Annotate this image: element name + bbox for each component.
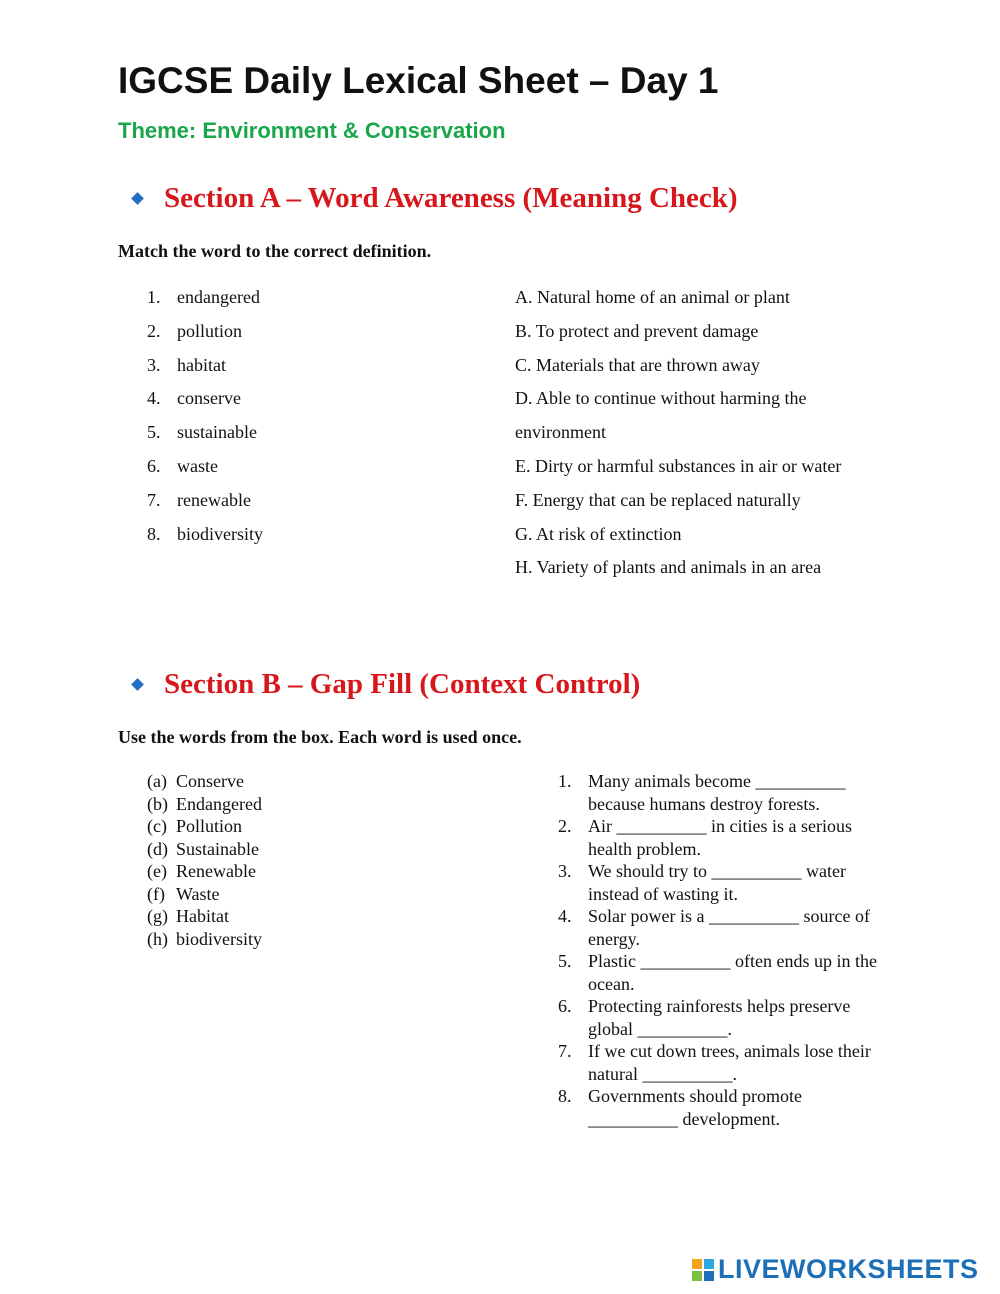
box-word-item [147, 928, 262, 951]
section-b-instruction: Use the words from the box. Each word is used once. [118, 727, 522, 747]
sentence-text: Protecting rainforests helps preserve global __________. [588, 996, 851, 1039]
gap-fill-sentences [558, 770, 888, 1130]
box-word-label: (g) [147, 906, 168, 926]
sentence-text: Solar power is a __________ source of energy. [588, 906, 870, 949]
liveworksheets-logo [692, 1254, 979, 1285]
word-text: pollution [177, 320, 243, 341]
sentence-number: 8. [558, 1086, 572, 1106]
word-item [147, 521, 263, 555]
word-number: 7. [147, 489, 161, 510]
theme-subtitle: Theme: Environment & Conservation [118, 118, 506, 143]
word-item [147, 352, 263, 386]
section-a-header [130, 182, 738, 215]
definition-item: D. Able to continue without harming the [515, 388, 807, 409]
diamond-bullet-icon [131, 678, 144, 691]
word-number: 2. [147, 320, 161, 341]
definition-item: F. Energy that can be replaced naturally [515, 489, 801, 510]
box-word-text: Pollution [176, 816, 243, 836]
word-item [147, 419, 263, 453]
gap-sentence [558, 815, 888, 860]
box-word-text: biodiversity [176, 928, 262, 949]
box-word-item [147, 793, 262, 816]
sentence-number: 5. [558, 951, 572, 971]
box-word-text: Conserve [176, 771, 244, 791]
definition-item: E. Dirty or harmful substances in air or water [515, 455, 842, 476]
word-text: habitat [177, 354, 226, 375]
section-a-title: Section A – Word Awareness (Meaning Check) [164, 182, 738, 214]
definition-list [515, 284, 841, 588]
section-b-header [130, 668, 640, 701]
definition-item: B. To protect and prevent damage [515, 320, 759, 341]
sentence-number: 1. [558, 771, 572, 791]
word-text: renewable [177, 489, 251, 510]
box-word-label: (e) [147, 861, 167, 881]
box-word-item [147, 815, 262, 838]
sentence-text: We should try to __________ water instead of wasting it. [588, 861, 847, 904]
gap-sentence [558, 1085, 888, 1130]
box-word-text: Sustainable [176, 838, 259, 859]
sentence-text: Air __________ in cities is a serious health problem. [588, 816, 852, 859]
word-number: 1. [147, 287, 161, 307]
sentence-text: Plastic __________ often ends up in the ocean. [588, 951, 877, 994]
word-list [147, 284, 263, 554]
word-box [147, 770, 262, 950]
box-word-label: (d) [147, 838, 168, 859]
sentence-number: 2. [558, 816, 572, 836]
box-word-item [147, 860, 262, 883]
word-text: sustainable [177, 422, 257, 443]
box-word-label: (a) [147, 771, 167, 791]
word-item [147, 453, 263, 487]
box-word-text: Habitat [176, 906, 229, 926]
sentence-text: If we cut down trees, animals lose their natural __________. [588, 1041, 871, 1084]
sentence-number: 3. [558, 861, 572, 881]
box-word-item [147, 838, 262, 861]
diamond-bullet-icon [131, 192, 144, 205]
definition-item: environment [515, 422, 606, 443]
sentence-number: 6. [558, 996, 572, 1016]
gap-sentence [558, 1040, 888, 1085]
box-word-text: Endangered [176, 793, 262, 814]
word-number: 8. [147, 523, 161, 544]
box-word-label: (f) [147, 883, 165, 904]
box-word-text: Waste [176, 883, 220, 904]
word-text: waste [177, 455, 218, 476]
word-number: 6. [147, 455, 161, 476]
section-a-instruction: Match the word to the correct definition. [118, 241, 432, 261]
sentence-number: 4. [558, 906, 572, 926]
sentence-text: Governments should promote __________ development. [588, 1086, 802, 1129]
box-word-item [147, 905, 262, 928]
word-item [147, 487, 263, 521]
logo-text: LIVEWORKSHEETS [718, 1254, 979, 1284]
section-b-title: Section B – Gap Fill (Context Control) [164, 668, 641, 700]
page-title: IGCSE Daily Lexical Sheet – Day 1 [118, 60, 719, 101]
box-word-label: (b) [147, 793, 168, 814]
word-item [147, 318, 263, 352]
gap-sentence [558, 950, 888, 995]
gap-sentence [558, 905, 888, 950]
box-word-label: (h) [147, 928, 168, 949]
word-number: 5. [147, 422, 161, 443]
definition-item: H. Variety of plants and animals in an area [515, 557, 822, 578]
word-number: 4. [147, 388, 161, 409]
word-item [147, 385, 263, 419]
box-word-text: Renewable [176, 861, 256, 881]
word-number: 3. [147, 354, 161, 375]
definition-item: C. Materials that are thrown away [515, 354, 760, 375]
logo-icon [692, 1259, 714, 1281]
box-word-item [147, 770, 262, 793]
gap-sentence [558, 995, 888, 1040]
box-word-item [147, 883, 262, 906]
definition-item: G. At risk of extinction [515, 523, 682, 544]
gap-sentence [558, 770, 888, 815]
word-text: endangered [177, 287, 260, 307]
word-text: conserve [177, 388, 241, 409]
definition-item: A. Natural home of an animal or plant [515, 287, 790, 307]
box-word-label: (c) [147, 816, 167, 836]
sentence-text: Many animals become __________ because humans destroy forests. [588, 771, 846, 814]
word-text: biodiversity [177, 523, 263, 544]
word-item [147, 284, 263, 318]
gap-sentence [558, 860, 888, 905]
sentence-number: 7. [558, 1041, 572, 1061]
